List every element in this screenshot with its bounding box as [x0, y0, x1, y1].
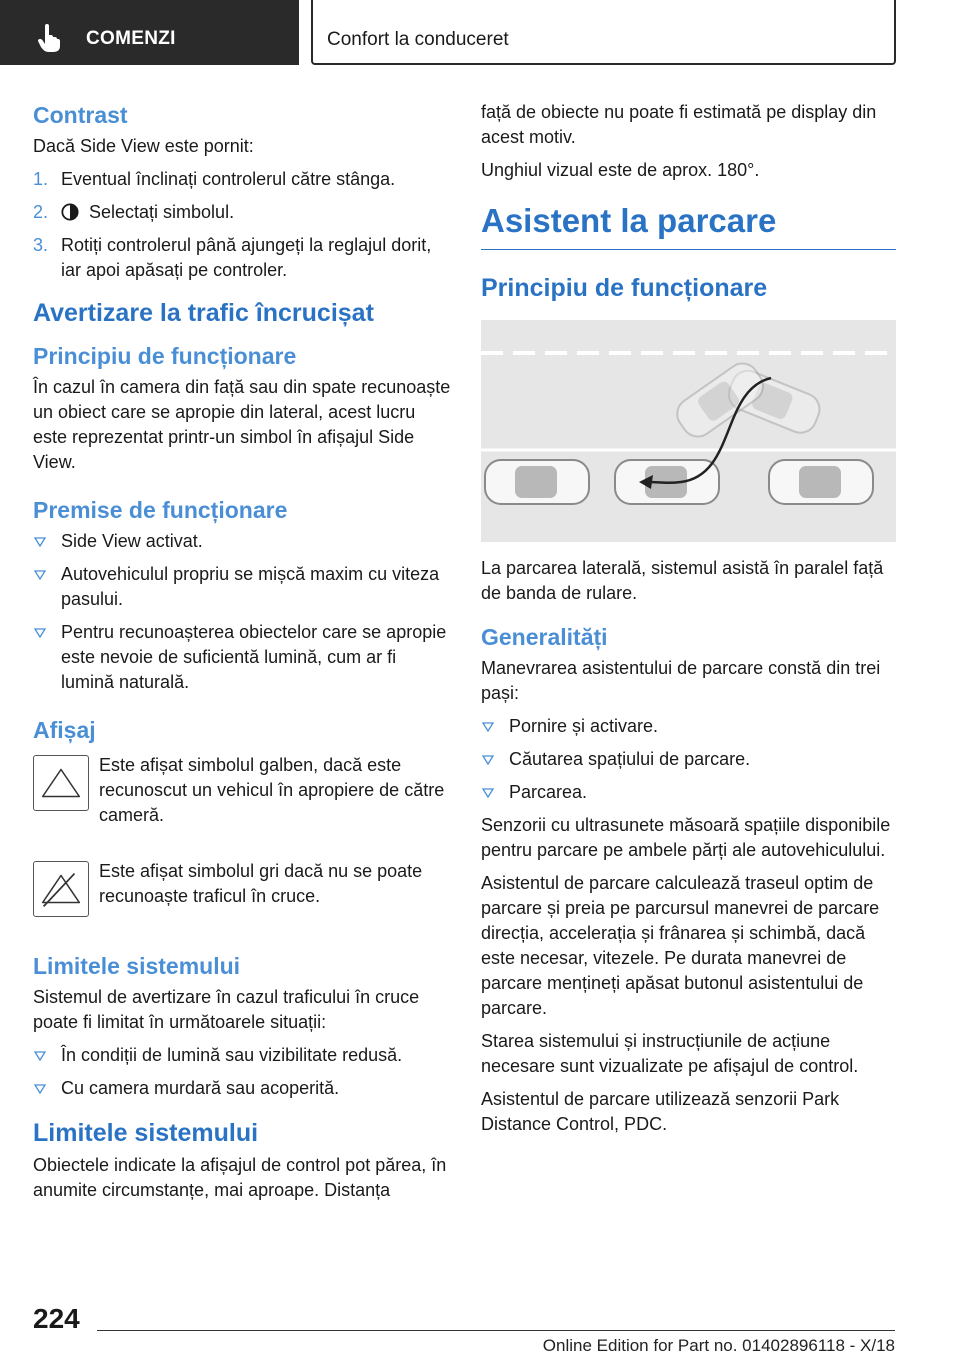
- right-column: [481, 100, 896, 1145]
- principle-text: În cazul în camera din față sau din spate recunoaște un obiect care se apropie din lateral, acest lucru este reprezentat printr-un simbol în afișajul Side View.: [33, 377, 451, 472]
- cross-traffic-heading: Avertizare la trafic încrucișat: [33, 299, 374, 327]
- list-item-text: Side View activat.: [61, 531, 203, 551]
- warning-triangle-crossed-icon: [34, 862, 88, 916]
- list-item-text: Căutarea spațiului de parcare.: [509, 749, 751, 769]
- list-item: [481, 747, 896, 772]
- list-item: [481, 780, 896, 805]
- left-column: [33, 100, 453, 1211]
- step-number: 2.: [33, 202, 49, 222]
- limits-heading: Limitele sistemului: [33, 953, 241, 979]
- view-angle-text: Unghiul vizual este de aprox. 180°.: [481, 160, 760, 180]
- step-text: Rotiți controlerul până ajungeți la reglajul dorit, iar apoi apăsați pe controler.: [61, 235, 432, 280]
- list-item: [33, 620, 453, 695]
- principle-heading: Principiu de funcționare: [33, 343, 297, 369]
- list-item-text: În condiții de lumină sau vizibilitate redusă.: [61, 1045, 403, 1065]
- list-item-text: Pentru recunoașterea obiectelor care se apropie este nevoie de suficientă lumină, cum ar fi lumină naturală.: [61, 622, 447, 692]
- list-item: [33, 1043, 453, 1068]
- general-heading: Generalități: [481, 624, 608, 650]
- triangle-bullet-icon: [34, 628, 46, 638]
- chapter-tab[interactable]: [0, 0, 299, 65]
- chapter-tab-label: COMENZI: [86, 28, 176, 49]
- list-item-text: Autovehiculul propriu se mișcă maxim cu viteza pasului.: [61, 564, 440, 609]
- premise-heading: Premise de funcționare: [33, 497, 288, 523]
- edition-note: Online Edition for Part no. 01402896118 - X/18: [542, 1336, 895, 1355]
- step-item: [33, 233, 453, 283]
- status-paragraph: Starea sistemului și instrucțiunile de acțiune necesare sunt vizualizate pe afișajul de control.: [481, 1031, 859, 1076]
- triangle-bullet-icon: [482, 788, 494, 798]
- parking-assistant-heading: Asistent la parcare: [481, 201, 896, 250]
- section-header: [311, 0, 896, 65]
- warning-symbol-box: [33, 755, 89, 811]
- list-item: [33, 1076, 453, 1101]
- warning-triangle-icon: [34, 756, 88, 810]
- display-text: Este afișat simbolul gri dacă nu se poate recunoaște traficul în cruce.: [99, 861, 423, 906]
- inactive-symbol-box: [33, 861, 89, 917]
- triangle-bullet-icon: [482, 722, 494, 732]
- list-item: [33, 529, 453, 554]
- limits2-text: Obiectele indicate la afișajul de control pot părea, în anumite circumstanțe, mai aproape. Distanța: [33, 1155, 447, 1200]
- contrast-icon: [61, 203, 79, 221]
- continued-text: față de obiecte nu poate fi estimată pe display din acest motiv.: [481, 102, 877, 147]
- triangle-bullet-icon: [34, 1084, 46, 1094]
- list-item-text: Parcarea.: [509, 782, 588, 802]
- display-symbol-row: [33, 859, 453, 937]
- limits-text: Sistemul de avertizare în cazul traficului în cruce poate fi limitat în următoarele situații:: [33, 987, 420, 1032]
- list-item: [481, 714, 896, 739]
- pdc-paragraph: Asistentul de parcare utilizează senzorii Park Distance Control, PDC.: [481, 1089, 840, 1134]
- display-symbol-row: [33, 753, 453, 845]
- maneuver-paragraph: Asistentul de parcare calculează traseul optim de parcare și preia pe parcursul manevrei de parcare direcția, accelerația și frânarea și schimbă, dacă este necesar, vitezele. Pe durata manevrei de parcare mențineți apăsat butonul asistentului de parcare.: [481, 873, 880, 1018]
- triangle-bullet-icon: [482, 755, 494, 765]
- list-item: [33, 562, 453, 612]
- parking-principle-heading: Principiu de funcționare: [481, 274, 768, 302]
- page-number: 224: [33, 1303, 80, 1334]
- contrast-intro: Dacă Side View este pornit:: [33, 136, 254, 156]
- sensors-paragraph: Senzorii cu ultrasunete măsoară spațiile disponibile pentru parcare pe ambele părți ale autovehiculului.: [481, 815, 891, 860]
- hand-pointer-icon: [38, 24, 60, 52]
- step-text: Eventual înclinați controlerul către stânga.: [61, 169, 396, 189]
- step-item: [33, 167, 453, 192]
- display-heading: Afișaj: [33, 717, 96, 743]
- section-title: Confort la conduceret: [327, 29, 509, 50]
- step-item: [33, 200, 453, 225]
- step-text: Selectați simbolul.: [89, 202, 235, 222]
- step-number: 3.: [33, 235, 49, 255]
- figure-caption: La parcarea laterală, sistemul asistă în paralel față de banda de rulare.: [481, 558, 884, 603]
- triangle-bullet-icon: [34, 1051, 46, 1061]
- list-item-text: Pornire și activare.: [509, 716, 659, 736]
- triangle-bullet-icon: [34, 537, 46, 547]
- triangle-bullet-icon: [34, 570, 46, 580]
- contrast-heading: Contrast: [33, 102, 128, 128]
- footer-divider: [97, 1330, 895, 1331]
- display-text: Este afișat simbolul galben, dacă este recunoscut un vehicul în apropiere de către cameră.: [99, 755, 445, 825]
- step-number: 1.: [33, 169, 49, 189]
- parking-maneuver-illustration: [481, 320, 896, 542]
- list-item-text: Cu camera murdară sau acoperită.: [61, 1078, 340, 1098]
- limits2-heading: Limitele sistemului: [33, 1119, 259, 1147]
- parking-illustration: [481, 320, 896, 542]
- general-text: Manevrarea asistentului de parcare constă din trei pași:: [481, 658, 881, 703]
